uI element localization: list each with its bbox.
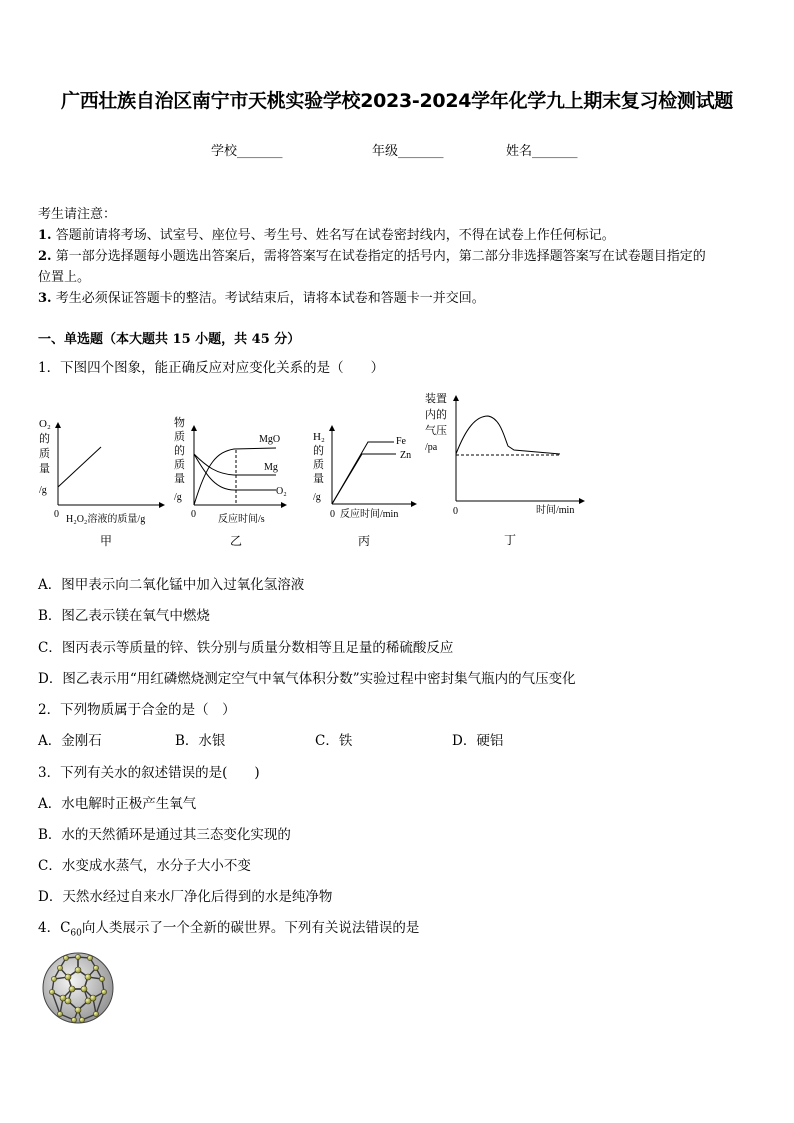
graph-ding-ylabel-3: /pa [425, 442, 438, 453]
q3-option-a: A．水电解时正极产生氧气 [38, 796, 197, 812]
graph-bing-ylabel-0: H₂ [313, 431, 325, 443]
notes-heading: 考生请注意： [38, 207, 117, 222]
q3-option-c: C．水变成水蒸气，水分子大小不变 [38, 858, 251, 874]
note-3-number: 3. [38, 291, 52, 306]
note-2-cont: 位置上。 [38, 270, 91, 285]
c60-molecule-icon [38, 948, 118, 1028]
grade-field: 年级_______ [372, 144, 444, 159]
note-3 [38, 287, 485, 306]
graph-yi-ylabel-5: /g [174, 492, 182, 503]
q1-option-b: B．图乙表示镁在氧气中燃烧 [38, 608, 210, 624]
graph-yi-xlabel: 反应时间/s [218, 514, 265, 525]
q2-stem: 2．下列物质属于合金的是（ ） [38, 702, 236, 718]
q4-number: 4．C [38, 920, 71, 936]
q2-option-d: D．硬铝 [452, 733, 504, 749]
graph-yi-ylabel-0: 物 [174, 417, 185, 429]
graph-bing-series-1: Zn [400, 450, 412, 461]
graph-bing-zn-line [332, 454, 396, 504]
q1-option-d: D．图乙表示用“用红磷燃烧测定空气中氧气体积分数”实验过程中密封集气瓶内的气压变化 [38, 671, 576, 687]
q3-stem: 3．下列有关水的叙述错误的是( ) [38, 765, 260, 781]
graph-ding-origin: 0 [453, 506, 458, 517]
graph-yi-ylabel-1: 质 [174, 431, 185, 443]
graph-yi-ylabel-4: 量 [174, 473, 185, 485]
graph-yi-ylabel-2: 的 [174, 445, 185, 457]
q2-option-c: C．铁 [315, 733, 353, 749]
q4-subscript: 60 [70, 928, 82, 939]
graph-jia-line [58, 447, 101, 487]
graph-yi-caption: 乙 [230, 534, 243, 548]
graph-yi-mgo-curve [194, 448, 276, 505]
graph-jia-ylabel-2: 质 [39, 448, 50, 460]
q2-option-a: A．金刚石 [38, 733, 102, 749]
note-1-text: 答题前请将考场、试室号、座位号、考生号、姓名写在试卷密封线内，不得在试卷上作任何标记。 [55, 228, 615, 243]
graph-jia-ylabel-3: 量 [39, 463, 50, 475]
q4-text: 向人类展示了一个全新的碳世界。下列有关说法错误的是 [81, 920, 420, 936]
graph-ding-xlabel: 时间/min [536, 505, 575, 516]
graph-jia-origin: 0 [54, 509, 59, 520]
note-2-text: 第一部分选择题每小题选出答案后，需将答案写在试卷指定的括号内，第二部分非选择题答案写在试卷题目指定的 [55, 249, 706, 264]
graph-bing-ylabel-3: 量 [313, 473, 324, 485]
graph-ding-ylabel-0: 装置 [425, 393, 447, 405]
note-1 [38, 224, 615, 243]
q3-option-b: B．水的天然循环是通过其三态变化实现的 [38, 827, 291, 843]
graph-yi-origin: 0 [191, 509, 196, 520]
graph-yi-series-0: MgO [259, 434, 281, 445]
graph-ding-ylabel-2: 气压 [425, 425, 447, 437]
section-heading: 一、单选题（本大题共 15 小题，共 45 分） [38, 332, 301, 347]
graph-jia-ylabel-1: 的 [39, 433, 50, 445]
q1-option-a: A．图甲表示向二氧化锰中加入过氧化氢溶液 [38, 577, 305, 593]
q1-option-c: C．图丙表示等质量的锌、铁分别与质量分数相等且足量的稀硫酸反应 [38, 640, 454, 656]
page-title: 广西壮族自治区南宁市天桃实验学校2023-2024学年化学九上期末复习检测试题 [61, 90, 733, 112]
graph-jia-ylabel-0: O₂ [39, 418, 51, 430]
note-3-text: 考生必须保证答题卡的整洁。考试结束后，请将本试卷和答题卡一并交回。 [55, 291, 485, 306]
graph-jia-ylabel-4: /g [39, 485, 47, 496]
name-field: 姓名_______ [506, 144, 578, 159]
graph-bing-series-0: Fe [396, 436, 406, 447]
graph-yi-series-2: O₂ [276, 486, 287, 497]
graph-jia-caption: 甲 [100, 534, 113, 548]
q3-option-d: D．天然水经过自来水厂净化后得到的水是纯净物 [38, 889, 333, 905]
graph-bing [310, 420, 422, 549]
graph-bing-ylabel-1: 的 [313, 445, 324, 457]
graph-bing-caption: 丙 [358, 534, 371, 548]
graph-yi-series-1: Mg [264, 462, 278, 473]
graph-ding-pressure-curve [456, 416, 560, 454]
graph-bing-ylabel-2: 质 [313, 459, 324, 471]
graph-jia [36, 405, 172, 549]
graph-ding-caption: 丁 [504, 533, 517, 547]
graph-ding [422, 388, 590, 549]
graph-bing-origin: 0 [330, 509, 335, 520]
note-2-number: 2. [38, 249, 52, 264]
note-2 [38, 245, 706, 264]
graph-yi-ylabel-3: 质 [174, 459, 185, 471]
graph-bing-ylabel-4: /g [313, 492, 321, 503]
q2-option-b: B．水银 [175, 733, 226, 749]
graph-bing-xlabel: 反应时间/min [340, 509, 399, 520]
graph-yi [172, 412, 292, 549]
q1-stem: 1．下图四个图象，能正确反应对应变化关系的是（ ） [38, 360, 385, 376]
school-field: 学校_______ [211, 144, 283, 159]
graph-ding-ylabel-1: 内的 [425, 409, 447, 421]
graph-jia-xlabel: H₂O₂溶液的质量/g [66, 514, 146, 525]
q4-stem [38, 916, 419, 939]
note-1-number: 1. [38, 228, 52, 243]
graph-bing-fe-line [332, 442, 394, 504]
